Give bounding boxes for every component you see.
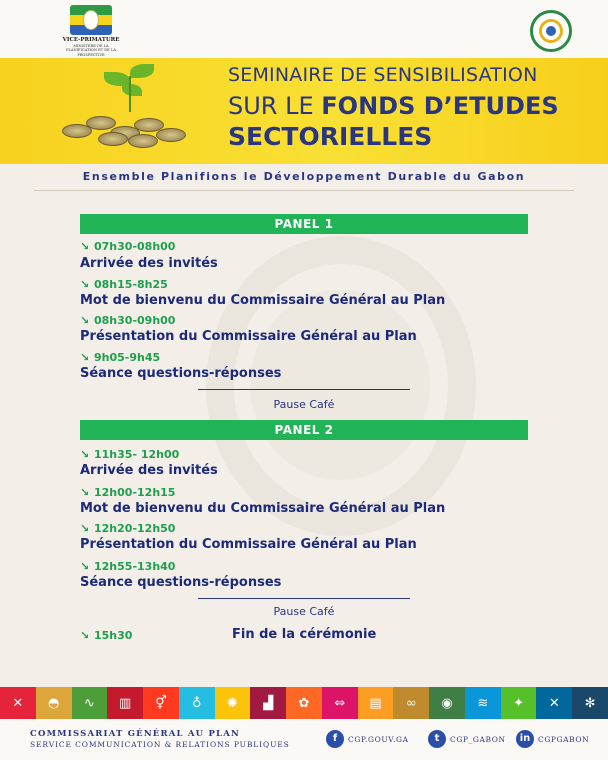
event-label: Présentation du Commissaire Général au Plan xyxy=(80,329,417,344)
arrow-icon: ↘ xyxy=(80,560,90,573)
time-label: ↘ 08h15-8h25 xyxy=(80,278,168,291)
footer-org-service: SERVICE COMMUNICATION & RELATIONS PUBLIQUES xyxy=(30,740,290,749)
arrow-icon: ↘ xyxy=(80,351,90,364)
closing-time: ↘ 15h30 xyxy=(80,629,133,642)
facebook-link[interactable]: f CGP.GOUV.GA xyxy=(326,730,409,748)
time-label: ↘ 08h30-09h00 xyxy=(80,314,176,327)
event-label: Présentation du Commissaire Général au Plan xyxy=(80,537,417,552)
pause-divider xyxy=(198,389,410,390)
watermark-center-icon xyxy=(250,290,430,480)
event-label: Séance questions-réponses xyxy=(80,575,282,590)
arrow-icon: ↘ xyxy=(80,522,90,535)
sdg-goal-10-icon: ⇔ xyxy=(322,687,358,719)
gabon-seal-icon xyxy=(70,5,112,35)
banner-line-1: SEMINAIRE DE SENSIBILISATION xyxy=(228,64,538,86)
banner-line-2: SUR LE FONDS D’ETUDES xyxy=(228,92,559,120)
event-label: Arrivée des invités xyxy=(80,463,218,478)
sdg-goal-11-icon: ▤ xyxy=(358,687,394,719)
sdg-goal-3-icon: ∿ xyxy=(72,687,108,719)
time-label: ↘ 12h20-12h50 xyxy=(80,522,176,535)
time-label: ↘ 9h05-9h45 xyxy=(80,351,161,364)
arrow-icon: ↘ xyxy=(80,240,90,253)
sdg-goal-7-icon: ✺ xyxy=(215,687,251,719)
sdg-goal-8-icon: ▟ xyxy=(250,687,286,719)
sdg-goal-14-icon: ≋ xyxy=(465,687,501,719)
top-header xyxy=(0,0,608,58)
facebook-icon: f xyxy=(326,730,344,748)
banner-line-3: SECTORIELLES xyxy=(228,122,433,151)
vice-primature-label: VICE-PRIMATURE xyxy=(62,37,120,43)
sdg-goal-1-icon: ✕ xyxy=(0,687,36,719)
title-banner xyxy=(0,58,608,164)
event-label: Arrivée des invités xyxy=(80,256,218,271)
sdg-goal-9-icon: ✿ xyxy=(286,687,322,719)
coins-icon xyxy=(58,104,198,148)
sdg-goal-13-icon: ◉ xyxy=(429,687,465,719)
sdg-goal-16-icon: ✕ xyxy=(536,687,572,719)
arrow-icon: ↘ xyxy=(80,278,90,291)
event-label: Mot de bienvenu du Commissaire Général au Plan xyxy=(80,293,446,308)
arrow-icon: ↘ xyxy=(80,486,90,499)
sdg-goal-12-icon: ∞ xyxy=(393,687,429,719)
panel-1-header: PANEL 1 xyxy=(80,214,528,234)
ministry-label: MINISTERE DE LA PLANIFICATION ET DE LA PROSPECTIVE xyxy=(66,44,116,57)
time-label: ↘ 12h00-12h15 xyxy=(80,486,176,499)
time-label: ↘ 12h55-13h40 xyxy=(80,560,176,573)
sdg-goal-4-icon: ▥ xyxy=(107,687,143,719)
time-label: ↘ 11h35- 12h00 xyxy=(80,448,180,461)
tagline: Ensemble Planifions le Développement Durable du Gabon xyxy=(82,170,526,183)
sdg-goal-2-icon: ◓ xyxy=(36,687,72,719)
footer xyxy=(0,719,608,760)
sdg-goal-15-icon: ✦ xyxy=(501,687,537,719)
pause-label: Pause Café xyxy=(273,605,335,618)
time-label: ↘ 07h30-08h00 xyxy=(80,240,176,253)
linkedin-icon: in xyxy=(516,730,534,748)
closing-label: Fin de la cérémonie xyxy=(232,627,377,642)
linkedin-link[interactable]: in CGPGABON xyxy=(516,730,589,748)
arrow-icon: ↘ xyxy=(80,314,90,327)
arrow-icon: ↘ xyxy=(80,629,90,642)
footer-org-name: COMMISSARIAT GÉNÉRAL AU PLAN xyxy=(30,729,240,739)
cgp-logo-icon xyxy=(530,10,572,52)
pause-divider xyxy=(198,598,410,599)
sdg-goal-17-icon: ✻ xyxy=(572,687,608,719)
divider xyxy=(34,190,574,191)
twitter-link[interactable]: t CGP_GABON xyxy=(428,730,506,748)
twitter-icon: t xyxy=(428,730,446,748)
event-label: Séance questions-réponses xyxy=(80,366,282,381)
sdg-goal-5-icon: ⚥ xyxy=(143,687,179,719)
pause-label: Pause Café xyxy=(273,398,335,411)
sdg-goal-6-icon: ♁ xyxy=(179,687,215,719)
event-label: Mot de bienvenu du Commissaire Général au Plan xyxy=(80,501,446,516)
arrow-icon: ↘ xyxy=(80,448,90,461)
panel-2-header: PANEL 2 xyxy=(80,420,528,440)
sdg-strip xyxy=(0,687,608,719)
